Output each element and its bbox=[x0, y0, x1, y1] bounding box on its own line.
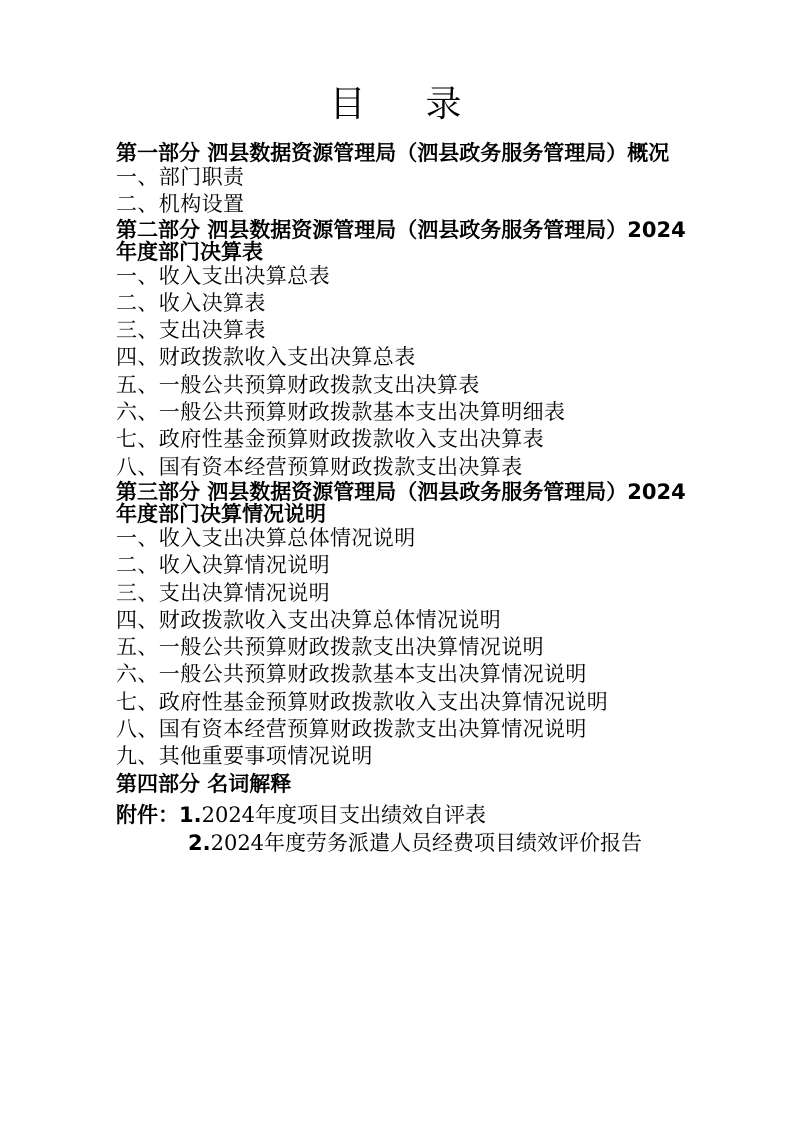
toc-item: 一、部门职责 bbox=[116, 165, 245, 189]
toc-item: 四、财政拨款收入支出决算总表 bbox=[116, 345, 416, 370]
attachment-title: 2024年度项目支出绩效自评表 bbox=[201, 802, 487, 827]
toc-item: 三、支出决算表 bbox=[116, 318, 266, 343]
title-char-1: 目 bbox=[329, 84, 368, 125]
part1-heading: 第一部分 泗县数据资源管理局（泗县政务服务管理局）概况 bbox=[116, 141, 670, 165]
toc-item: 二、机构设置 bbox=[116, 192, 245, 217]
attachment-item-1 bbox=[116, 801, 686, 829]
toc-item: 四、财政拨款收入支出决算总体情况说明 bbox=[116, 607, 502, 632]
attachment-number: 2. bbox=[188, 830, 211, 855]
toc-item: 五、一般公共预算财政拨款支出决算表 bbox=[116, 372, 480, 397]
part4-heading: 第四部分 名词解释 bbox=[116, 771, 292, 796]
toc-item: 七、政府性基金预算财政拨款收入支出决算情况说明 bbox=[116, 689, 609, 714]
toc-item: 八、国有资本经营预算财政拨款支出决算情况说明 bbox=[116, 717, 587, 742]
toc-item: 二、收入决算表 bbox=[116, 290, 266, 315]
part3-heading: 第三部分 泗县数据资源管理局（泗县政务服务管理局）2024年度部门决算情况说明 bbox=[116, 479, 686, 526]
toc-item: 六、一般公共预算财政拨款基本支出决算情况说明 bbox=[116, 662, 587, 687]
toc-item: 三、支出决算情况说明 bbox=[116, 580, 330, 605]
title-char-2: 录 bbox=[425, 84, 464, 125]
toc-item: 五、一般公共预算财政拨款支出决算情况说明 bbox=[116, 635, 544, 660]
toc-item: 二、收入决算情况说明 bbox=[116, 553, 330, 578]
toc-item: 一、收入支出决算总体情况说明 bbox=[116, 525, 416, 550]
part2-heading: 第二部分 泗县数据资源管理局（泗县政务服务管理局）2024年度部门决算表 bbox=[116, 217, 686, 264]
toc-item: 八、国有资本经营预算财政拨款支出决算表 bbox=[116, 454, 523, 479]
attachment-title: 2024年度劳务派遣人员经费项目绩效评价报告 bbox=[210, 830, 643, 855]
attachment-item-2 bbox=[116, 829, 686, 857]
attachments-section bbox=[116, 801, 686, 857]
toc-item: 六、一般公共预算财政拨款基本支出决算明细表 bbox=[116, 400, 566, 425]
toc-item: 九、其他重要事项情况说明 bbox=[116, 744, 373, 769]
attachment-number: 1. bbox=[179, 802, 202, 827]
toc-item: 七、政府性基金预算财政拨款收入支出决算表 bbox=[116, 427, 544, 452]
page-title bbox=[0, 84, 793, 126]
table-of-contents bbox=[116, 142, 686, 857]
attachments-label: 附件： bbox=[116, 802, 179, 827]
toc-item: 一、收入支出决算总表 bbox=[116, 263, 330, 288]
